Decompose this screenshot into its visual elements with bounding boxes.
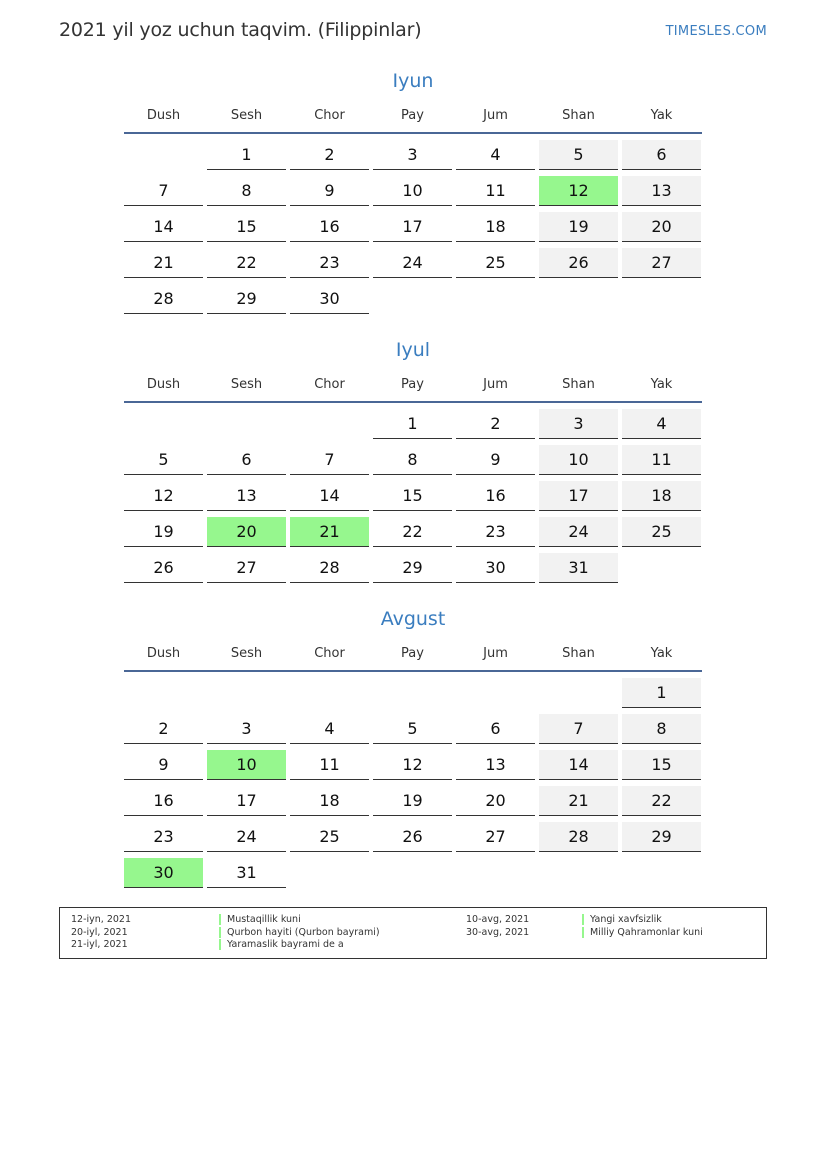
- legend-date: 21-iyl, 2021: [71, 939, 128, 950]
- holiday-day-cell: 12: [539, 176, 618, 206]
- day-grid: [122, 408, 704, 588]
- day-cell: 16: [290, 212, 369, 242]
- day-cell: 16: [124, 786, 203, 816]
- page-title: 2021 yil yoz uchun taqvim. (Filippinlar): [59, 19, 422, 41]
- empty-cell: [622, 284, 701, 313]
- empty-cell: [124, 678, 203, 707]
- holiday-day-cell: 20: [207, 517, 286, 547]
- empty-cell: [456, 858, 535, 887]
- weekday-header: [122, 104, 704, 128]
- day-cell: 24: [539, 517, 618, 547]
- site-link[interactable]: TIMESLES.COM: [665, 24, 767, 39]
- day-cell: 7: [539, 714, 618, 744]
- day-cell: 3: [207, 714, 286, 744]
- empty-cell: [290, 678, 369, 707]
- weekday-label: Shan: [562, 108, 595, 123]
- week-row: [122, 408, 704, 444]
- day-cell: 18: [622, 481, 701, 511]
- header-divider: [124, 401, 702, 403]
- week-row: [122, 139, 704, 175]
- day-cell: 19: [373, 786, 452, 816]
- day-cell: 15: [373, 481, 452, 511]
- day-cell: 31: [539, 553, 618, 583]
- day-cell: 7: [124, 176, 203, 206]
- weekday-label: Pay: [401, 646, 424, 661]
- day-cell: 6: [207, 445, 286, 475]
- day-cell: 12: [124, 481, 203, 511]
- day-cell: 30: [290, 284, 369, 314]
- day-cell: 1: [207, 140, 286, 170]
- legend-holiday-name: Yangi xavfsizlik: [590, 914, 662, 925]
- day-cell: 17: [207, 786, 286, 816]
- weekday-label: Sesh: [230, 108, 263, 123]
- week-row: [122, 713, 704, 749]
- empty-cell: [373, 284, 452, 313]
- empty-cell: [207, 678, 286, 707]
- weekday-label: Pay: [401, 108, 424, 123]
- day-cell: 5: [539, 140, 618, 170]
- month-avgust: [122, 605, 704, 893]
- day-cell: 24: [207, 822, 286, 852]
- day-cell: 6: [456, 714, 535, 744]
- day-cell: 21: [124, 248, 203, 278]
- holiday-day-cell: 21: [290, 517, 369, 547]
- day-cell: 4: [456, 140, 535, 170]
- day-cell: 5: [373, 714, 452, 744]
- weekday-header: [122, 642, 704, 666]
- legend-date: 10-avg, 2021: [466, 914, 530, 925]
- legend-entry: [60, 926, 760, 939]
- weekday-label: Chor: [314, 108, 345, 123]
- day-cell: 11: [290, 750, 369, 780]
- day-cell: 9: [290, 176, 369, 206]
- holiday-legend: [59, 907, 767, 959]
- day-cell: 29: [373, 553, 452, 583]
- week-row: [122, 677, 704, 713]
- weekday-label: Chor: [314, 377, 345, 392]
- empty-cell: [456, 678, 535, 707]
- empty-cell: [124, 409, 203, 438]
- weekday-label: Pay: [401, 377, 424, 392]
- legend-date: 30-avg, 2021: [466, 926, 530, 938]
- weekday-label: Sesh: [230, 646, 263, 661]
- day-cell: 18: [290, 786, 369, 816]
- day-cell: 2: [124, 714, 203, 744]
- day-cell: 11: [456, 176, 535, 206]
- day-cell: 30: [456, 553, 535, 583]
- day-cell: 17: [373, 212, 452, 242]
- day-cell: 26: [124, 553, 203, 583]
- legend-holiday-name: Qurbon hayiti (Qurbon bayrami): [227, 926, 380, 938]
- month-title: Iyul: [395, 339, 431, 361]
- weekday-label: Jum: [483, 646, 508, 661]
- day-cell: 16: [456, 481, 535, 511]
- empty-cell: [539, 858, 618, 887]
- weekday-label: Sesh: [230, 377, 263, 392]
- empty-cell: [207, 409, 286, 438]
- day-cell: 26: [539, 248, 618, 278]
- empty-cell: [456, 284, 535, 313]
- day-cell: 31: [207, 858, 286, 888]
- week-row: [122, 175, 704, 211]
- empty-cell: [622, 858, 701, 887]
- weekday-label: Yak: [650, 377, 673, 392]
- empty-cell: [622, 553, 701, 582]
- day-cell: 15: [207, 212, 286, 242]
- day-cell: 28: [539, 822, 618, 852]
- weekday-label: Chor: [314, 646, 345, 661]
- day-cell: 10: [539, 445, 618, 475]
- weekday-label: Dush: [146, 377, 181, 392]
- week-row: [122, 516, 704, 552]
- day-cell: 22: [622, 786, 701, 816]
- week-row: [122, 211, 704, 247]
- day-cell: 17: [539, 481, 618, 511]
- weekday-label: Shan: [562, 646, 595, 661]
- day-cell: 8: [373, 445, 452, 475]
- weekday-label: Jum: [483, 377, 508, 392]
- day-cell: 6: [622, 140, 701, 170]
- day-cell: 10: [373, 176, 452, 206]
- day-grid: [122, 139, 704, 319]
- day-cell: 25: [290, 822, 369, 852]
- day-cell: 27: [207, 553, 286, 583]
- legend-holiday-name: Mustaqillik kuni: [227, 914, 301, 925]
- day-cell: 29: [622, 822, 701, 852]
- day-cell: 4: [622, 409, 701, 439]
- week-row: [122, 247, 704, 283]
- day-cell: 9: [456, 445, 535, 475]
- day-cell: 11: [622, 445, 701, 475]
- day-cell: 13: [622, 176, 701, 206]
- day-cell: 20: [456, 786, 535, 816]
- day-cell: 3: [539, 409, 618, 439]
- day-cell: 25: [456, 248, 535, 278]
- day-cell: 26: [373, 822, 452, 852]
- empty-cell: [539, 678, 618, 707]
- legend-holiday-name: Yaramaslik bayrami de a: [227, 939, 344, 950]
- holiday-color-marker: [219, 939, 221, 950]
- week-row: [122, 480, 704, 516]
- week-row: [122, 552, 704, 588]
- weekday-label: Shan: [562, 377, 595, 392]
- weekday-label: Jum: [483, 108, 508, 123]
- month-iyun: [122, 67, 704, 319]
- day-cell: 13: [207, 481, 286, 511]
- week-row: [122, 444, 704, 480]
- legend-entry: [60, 938, 760, 951]
- holiday-color-marker: [582, 914, 584, 925]
- day-cell: 13: [456, 750, 535, 780]
- day-cell: 28: [290, 553, 369, 583]
- holiday-day-cell: 30: [124, 858, 203, 888]
- day-cell: 5: [124, 445, 203, 475]
- empty-cell: [290, 409, 369, 438]
- weekday-label: Dush: [146, 646, 181, 661]
- day-cell: 25: [622, 517, 701, 547]
- day-cell: 22: [373, 517, 452, 547]
- day-cell: 3: [373, 140, 452, 170]
- holiday-day-cell: 10: [207, 750, 286, 780]
- day-cell: 23: [124, 822, 203, 852]
- day-cell: 29: [207, 284, 286, 314]
- empty-cell: [539, 284, 618, 313]
- header-divider: [124, 670, 702, 672]
- day-cell: 18: [456, 212, 535, 242]
- legend-entry: [60, 913, 760, 926]
- empty-cell: [290, 858, 369, 887]
- empty-cell: [373, 858, 452, 887]
- day-cell: 27: [456, 822, 535, 852]
- day-cell: 1: [622, 678, 701, 708]
- day-cell: 27: [622, 248, 701, 278]
- day-cell: 24: [373, 248, 452, 278]
- day-cell: 23: [456, 517, 535, 547]
- day-cell: 1: [373, 409, 452, 439]
- weekday-label: Dush: [146, 108, 181, 123]
- day-cell: 14: [290, 481, 369, 511]
- day-cell: 19: [124, 517, 203, 547]
- header-divider: [124, 132, 702, 134]
- day-cell: 8: [207, 176, 286, 206]
- day-cell: 9: [124, 750, 203, 780]
- empty-cell: [124, 140, 203, 169]
- day-cell: 2: [290, 140, 369, 170]
- month-title: Avgust: [380, 608, 446, 630]
- day-grid: [122, 677, 704, 893]
- day-cell: 20: [622, 212, 701, 242]
- day-cell: 28: [124, 284, 203, 314]
- day-cell: 14: [124, 212, 203, 242]
- day-cell: 23: [290, 248, 369, 278]
- day-cell: 8: [622, 714, 701, 744]
- weekday-header: [122, 373, 704, 397]
- day-cell: 14: [539, 750, 618, 780]
- legend-date: 20-iyl, 2021: [71, 926, 128, 938]
- legend-date: 12-iyn, 2021: [71, 914, 132, 925]
- holiday-color-marker: [582, 927, 584, 938]
- day-cell: 12: [373, 750, 452, 780]
- month-title: Iyun: [392, 70, 434, 92]
- day-cell: 4: [290, 714, 369, 744]
- week-row: [122, 857, 704, 893]
- empty-cell: [373, 678, 452, 707]
- day-cell: 19: [539, 212, 618, 242]
- day-cell: 7: [290, 445, 369, 475]
- day-cell: 2: [456, 409, 535, 439]
- weekday-label: Yak: [650, 646, 673, 661]
- week-row: [122, 749, 704, 785]
- week-row: [122, 821, 704, 857]
- week-row: [122, 785, 704, 821]
- day-cell: 22: [207, 248, 286, 278]
- day-cell: 15: [622, 750, 701, 780]
- weekday-label: Yak: [650, 108, 673, 123]
- week-row: [122, 283, 704, 319]
- legend-holiday-name: Milliy Qahramonlar kuni: [590, 926, 703, 938]
- day-cell: 21: [539, 786, 618, 816]
- month-iyul: [122, 336, 704, 588]
